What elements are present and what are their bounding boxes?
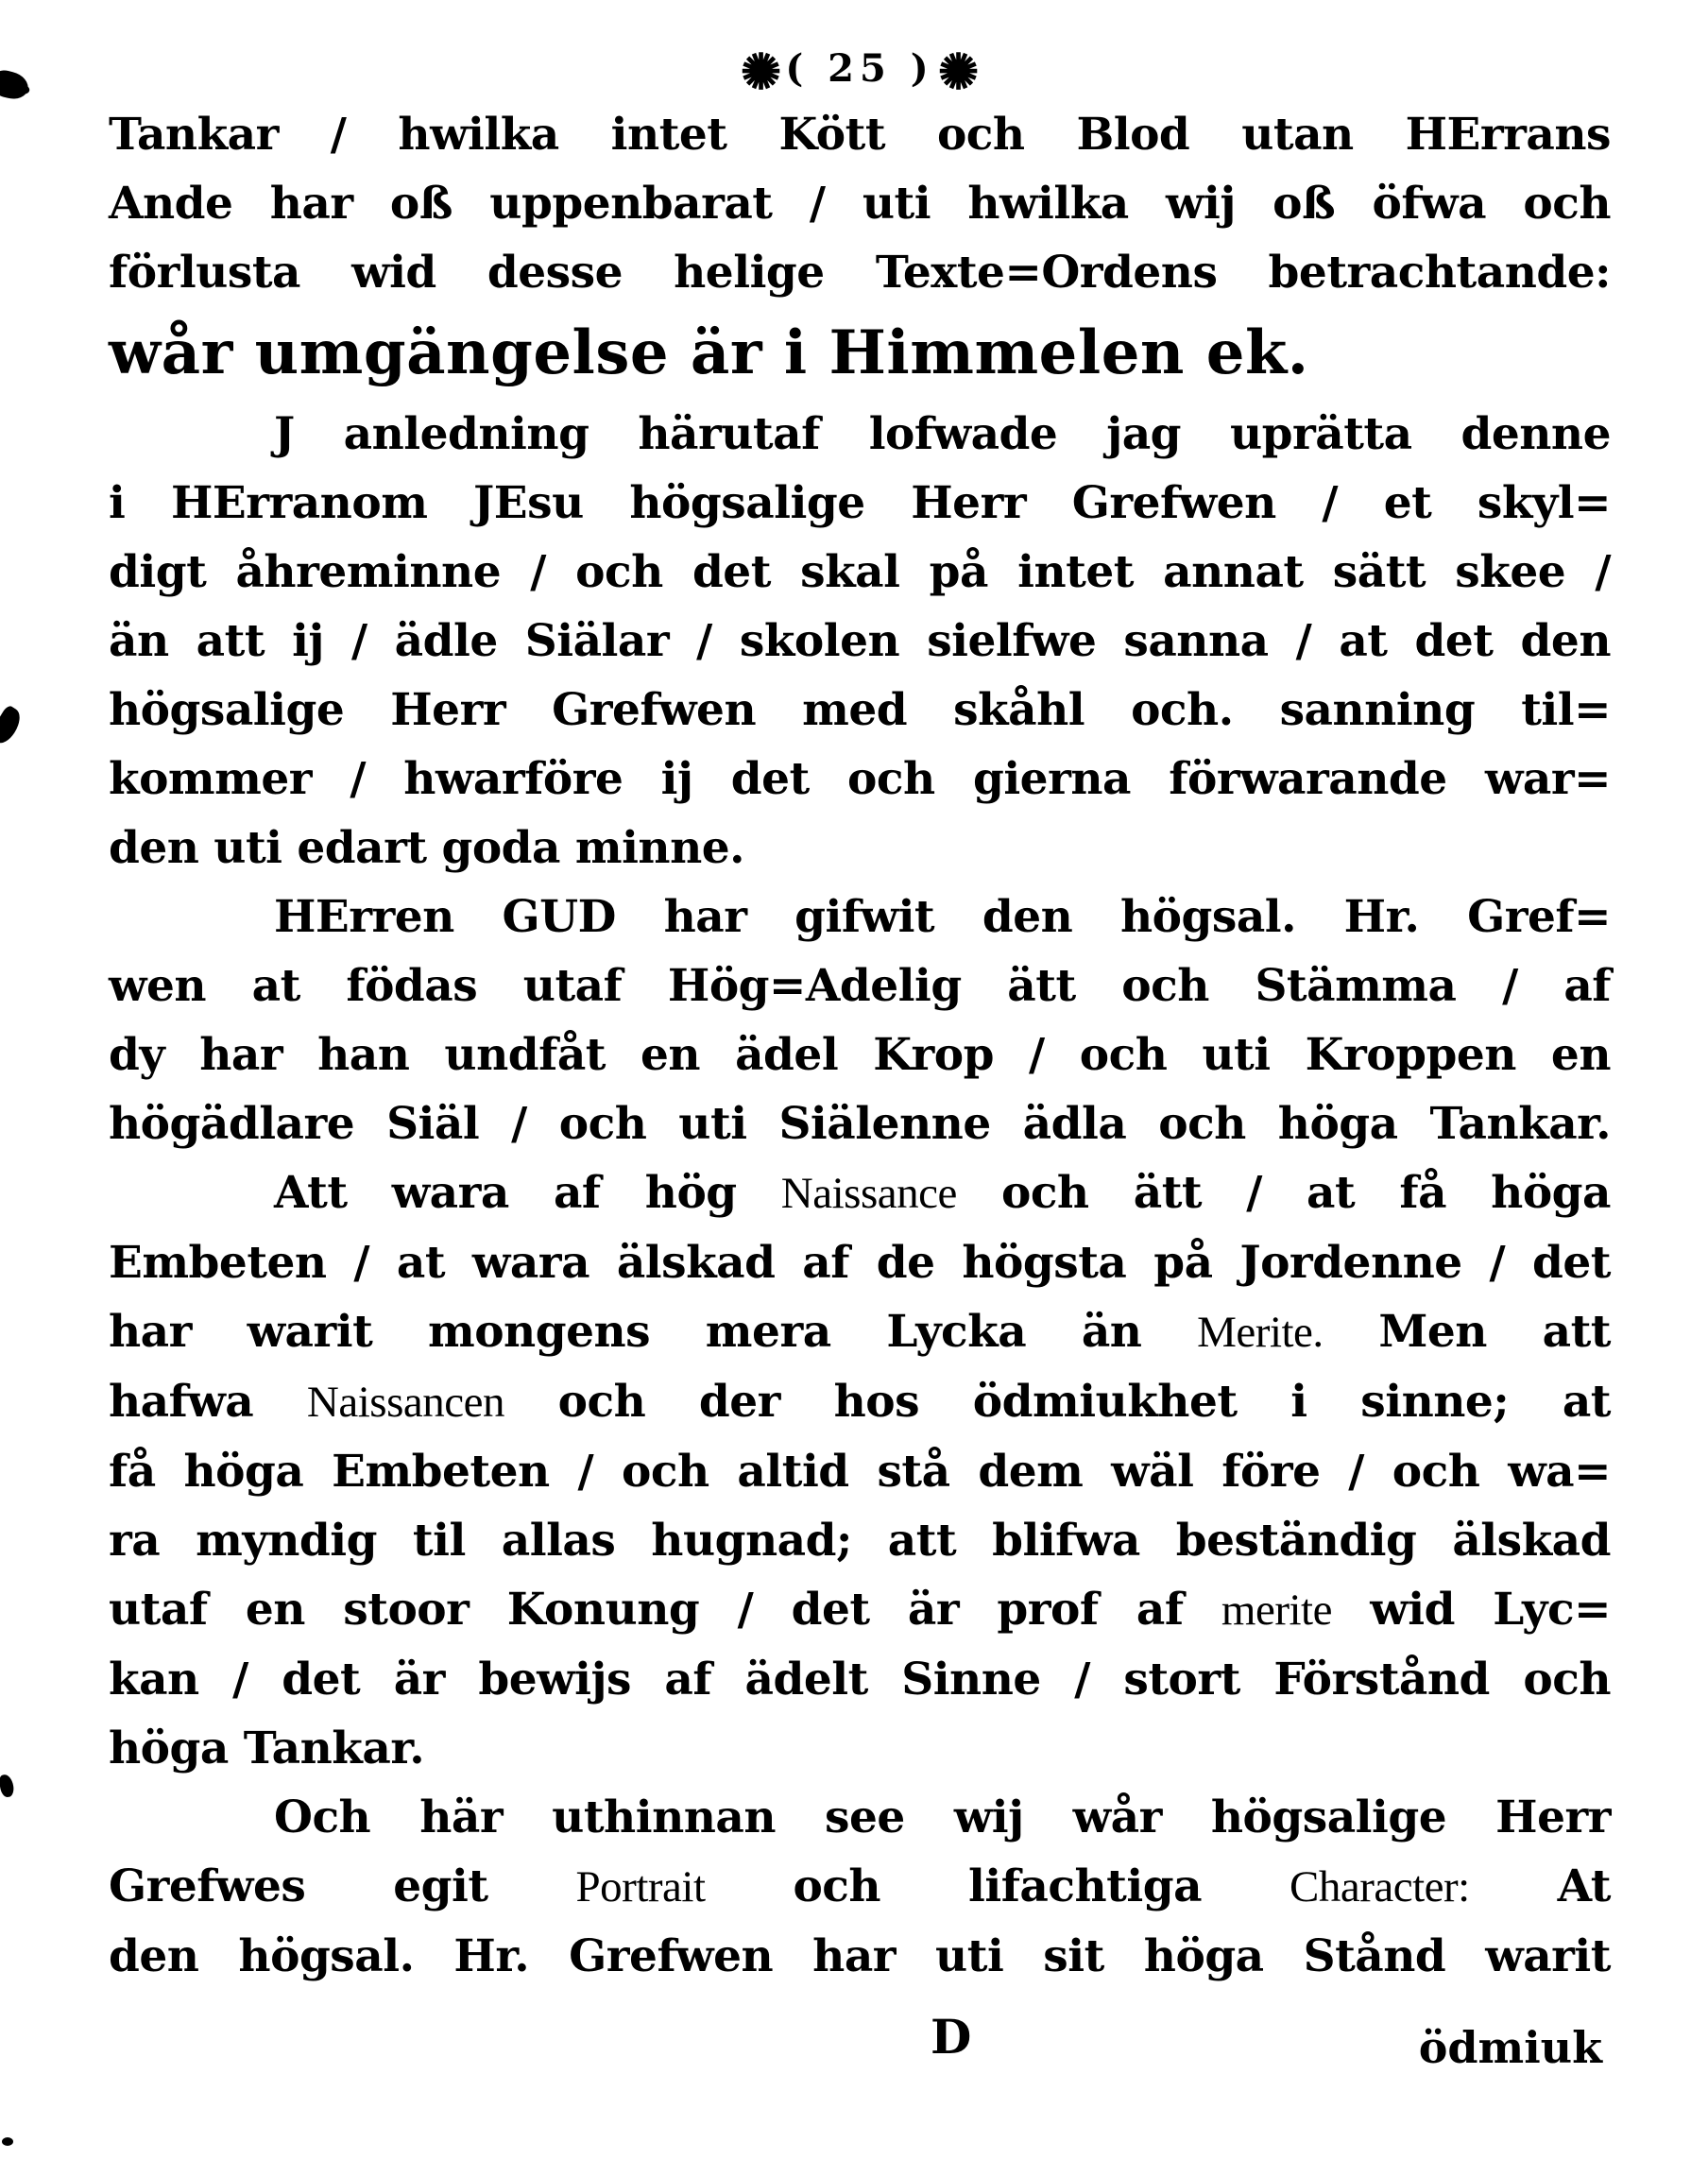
- fraktur-text-segment: Men att: [1323, 1306, 1611, 1358]
- text-line: [109, 400, 1611, 469]
- fraktur-text-segment: än att ij / ädle Siälar / skolen sielfwe sanna / at det den: [109, 615, 1611, 667]
- fraktur-text-segment: och der hos ödmiukhet i sinne; at: [504, 1376, 1611, 1428]
- fraktur-text-segment: den uti edart goda minne.: [109, 822, 745, 874]
- text-line: [109, 1297, 1611, 1367]
- fraktur-text-segment: och lifachtiga: [705, 1860, 1290, 1912]
- text-line: [109, 538, 1611, 607]
- text-line: [109, 745, 1611, 814]
- text-line: [109, 1089, 1611, 1158]
- text-line: [109, 1020, 1611, 1089]
- fraktur-text-segment: wid Lyc=: [1331, 1584, 1611, 1636]
- fraktur-text-segment: höga Tankar.: [109, 1723, 425, 1774]
- text-line: [109, 1922, 1611, 1991]
- fraktur-text-segment: Tankar / hwilka intet Kött och Blod utan HErrans: [109, 109, 1611, 161]
- text-block: [109, 100, 1611, 1991]
- fraktur-text-segment: wår umgängelse är i Himmelen ek.: [109, 317, 1309, 388]
- fraktur-text-segment: få höga Embeten / och altid stå dem wäl före / och wa=: [109, 1446, 1611, 1498]
- fraktur-text-segment: J anledning härutaf lofwade jag uprätta denne: [274, 408, 1611, 460]
- catchword: ödmiuk: [1418, 2022, 1602, 2073]
- text-line: [109, 307, 1611, 400]
- fraktur-text-segment: Embeten / at wara älskad af de högsta på Jordenne / det: [109, 1237, 1611, 1289]
- text-line: [109, 1228, 1611, 1297]
- ink-smudge: [0, 704, 26, 747]
- fraktur-text-segment: utaf en stoor Konung / det är prof af: [109, 1584, 1221, 1636]
- fraktur-text-segment: Grefwes egit: [109, 1860, 576, 1912]
- text-line: [109, 676, 1611, 745]
- ink-smudge: [0, 68, 31, 102]
- fraktur-text-segment: ra myndig til allas hugnad; att blifwa beständig älskad: [109, 1515, 1611, 1567]
- page-number: ( 25 ): [785, 46, 934, 91]
- fraktur-text-segment: Ande har oß uppenbarat / uti hwilka wij oß öfwa och: [109, 178, 1611, 230]
- text-line: [109, 1852, 1611, 1922]
- text-line: [109, 1506, 1611, 1575]
- fraktur-text-segment: hafwa: [109, 1376, 307, 1428]
- roman-text-segment: Character:: [1290, 1862, 1470, 1911]
- text-line: [109, 1158, 1611, 1228]
- text-line: [109, 1437, 1611, 1506]
- text-line: [109, 607, 1611, 676]
- fraktur-text-segment: HErren GUD har gifwit den högsal. Hr. Gref=: [274, 891, 1611, 943]
- rosette-ornament-icon: ✺: [740, 43, 782, 101]
- roman-text-segment: merite: [1221, 1586, 1332, 1635]
- fraktur-text-segment: i HErranom JEsu högsalige Herr Grefwen / et skyl=: [109, 477, 1611, 529]
- fraktur-text-segment: Att wara af hög: [274, 1167, 781, 1219]
- fraktur-text-segment: wen at födas utaf Hög=Adelig ätt och Stämma / af: [109, 960, 1611, 1012]
- fraktur-text-segment: dy har han undfåt en ädel Krop / och uti Kroppen en: [109, 1029, 1611, 1081]
- text-line: [109, 100, 1611, 169]
- text-line: [109, 169, 1611, 238]
- roman-text-segment: Portrait: [575, 1862, 706, 1911]
- text-line: [109, 951, 1611, 1020]
- fraktur-text-segment: och ätt / at få höga: [956, 1167, 1611, 1219]
- text-line: [109, 1714, 1611, 1783]
- ink-smudge: [2, 2137, 13, 2146]
- text-line: [109, 1367, 1611, 1437]
- roman-text-segment: Naissance: [780, 1169, 957, 1218]
- fraktur-text-segment: den högsal. Hr. Grefwen har uti sit höga Stånd warit: [109, 1930, 1611, 1982]
- fraktur-text-segment: högsalige Herr Grefwen med skåhl och. sanning til=: [109, 684, 1611, 736]
- fraktur-text-segment: kommer / hwarföre ij det och gierna förwarande war=: [109, 753, 1611, 805]
- roman-text-segment: Merite.: [1197, 1308, 1324, 1357]
- fraktur-text-segment: högädlare Siäl / och uti Siälenne ädla och höga Tankar.: [109, 1098, 1611, 1150]
- text-line: [109, 1645, 1611, 1714]
- fraktur-text-segment: har warit mongens mera Lycka än: [109, 1306, 1198, 1358]
- text-line: [109, 814, 1611, 883]
- fraktur-text-segment: At: [1469, 1860, 1611, 1912]
- text-line: [109, 238, 1611, 307]
- text-line: [109, 883, 1611, 951]
- text-line: [109, 1575, 1611, 1645]
- text-line: [109, 1783, 1611, 1852]
- fraktur-text-segment: Och här uthinnan see wij wår högsalige Herr: [274, 1791, 1611, 1843]
- signature-mark: D: [931, 2009, 972, 2065]
- fraktur-text-segment: digt åhreminne / och det skal på intet annat sätt skee /: [109, 546, 1611, 598]
- ink-smudge: [0, 1774, 15, 1798]
- text-line: [109, 469, 1611, 538]
- page-header: [109, 43, 1611, 101]
- fraktur-text-segment: förlusta wid desse helige Texte=Ordens betrachtande:: [109, 247, 1611, 299]
- rosette-ornament-icon: ✺: [937, 43, 980, 101]
- roman-text-segment: Naissancen: [306, 1378, 504, 1427]
- fraktur-text-segment: kan / det är bewijs af ädelt Sinne / stort Förstånd och: [109, 1654, 1611, 1706]
